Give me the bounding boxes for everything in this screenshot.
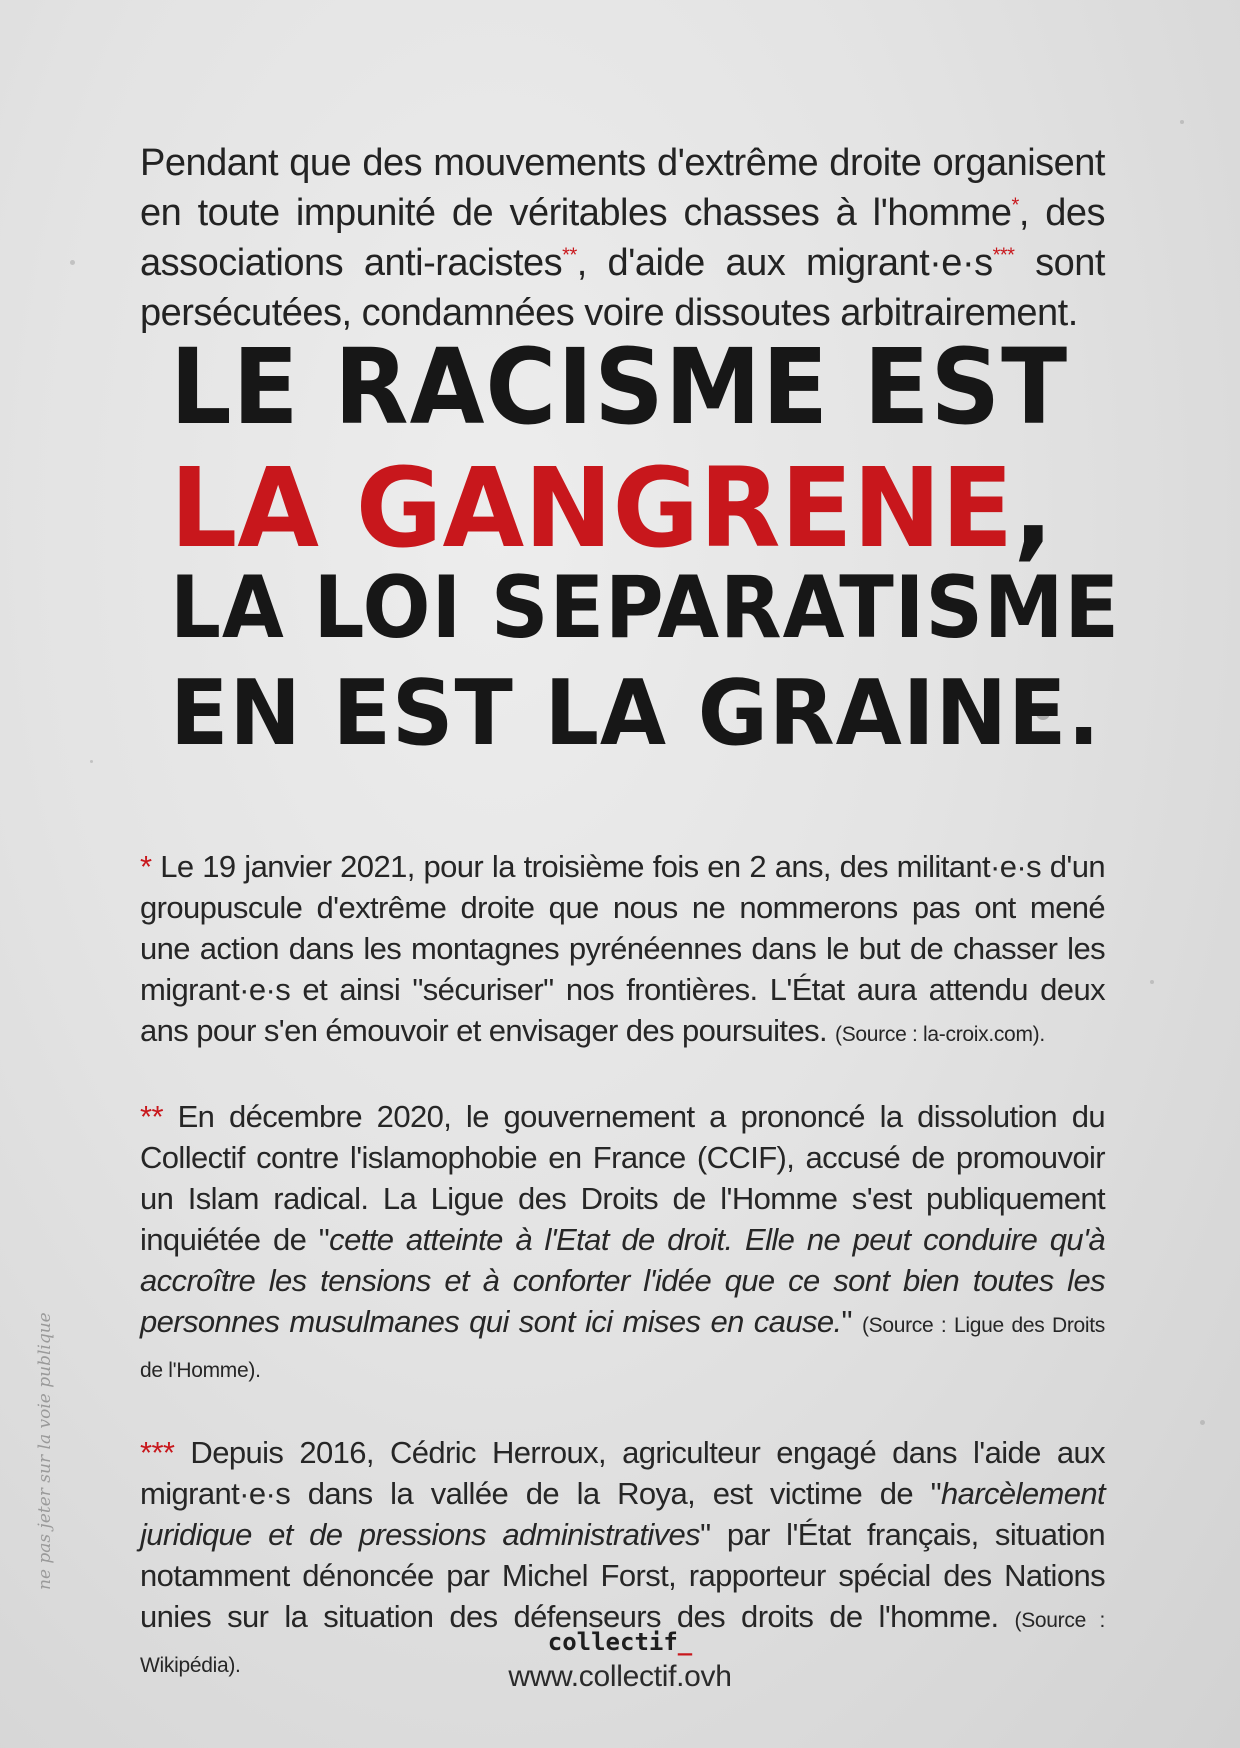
footnote-marker-1: * (1011, 194, 1019, 217)
footnote-marker-3: *** (992, 244, 1015, 267)
footnote-source: (Source : Ligue des Droits de l'Homme). (140, 1314, 1105, 1382)
footnote-2 (140, 1096, 1105, 1391)
headline-line-3: LA LOI SEPARATISME (170, 558, 1120, 658)
footnote-source: (Source : Wikipédia). (140, 1609, 1105, 1677)
intro-text: sont persécutées, condamnées voire dissoutes arbitrairement. (140, 242, 1105, 334)
paper-speck (90, 760, 93, 763)
paper-speck (1150, 980, 1154, 984)
footnote-quote: cette atteinte à l'Etat de droit. Elle ne peut conduire qu'à accroître les tensions et à conforter l'idée que ce sont bien toutes les personnes musulmanes qui sont ici mises en cause. (140, 1222, 1105, 1339)
brand-logo (0, 1628, 1240, 1656)
footnote-marker: ** (140, 1099, 163, 1134)
paper-speck (70, 260, 75, 265)
headline (170, 326, 1120, 769)
intro-text: , d'aide aux migrant·e·s (576, 242, 993, 284)
paper-speck (1200, 1420, 1205, 1425)
footnote-1 (140, 846, 1105, 1055)
headline-line-1: LE RACISME EST (170, 326, 1069, 448)
headline-line-2 (170, 444, 1054, 572)
footnote-quote: harcèlement juridique et de pressions administratives (140, 1476, 1105, 1552)
footnote-text: Depuis 2016, Cédric Herroux, agriculteur engagé dans l'aide aux migrant·e·s dans la vallée de la Roya, est victime de " (140, 1435, 1105, 1511)
paper-speck (1180, 120, 1184, 124)
footnote-text: Le 19 janvier 2021, pour la troisième fois en 2 ans, des militant·e·s d'un groupuscule d'extrême droite que nous ne nommerons pas ont mené une action dans les montagnes pyrénéennes dans le but de chasser les migrant·e·s et ainsi "sécuriser" nos frontières. L'État aura attendu deux ans pour s'en émouvoir et envisager des poursuites. (140, 849, 1105, 1048)
footnote-marker-2: ** (562, 244, 577, 267)
headline-line-4: EN EST LA GRAINE. (170, 661, 1101, 766)
intro-paragraph (140, 138, 1105, 338)
footnote-text: En décembre 2020, le gouvernement a prononcé la dissolution du Collectif contre l'islamophobie en France (CCIF), accusé de promouvoir un Islam radical. La Ligue des Droits de l'Homme s'est publiquement inquiétée de " (140, 1099, 1105, 1257)
footnote-marker: *** (140, 1435, 175, 1470)
headline-accent: LA GANGRENE (170, 444, 1014, 572)
brand-cursor: _ (677, 1628, 693, 1656)
footnote-text: " par l'État français, situation notamment dénoncée par Michel Forst, rapporteur spécial des Nations unies sur la situation des défenseurs des droits de l'homme. (140, 1517, 1105, 1634)
brand-name: collectif (547, 1628, 678, 1656)
footnotes (140, 846, 1105, 1727)
intro-text: , des associations anti-racistes (140, 192, 1105, 284)
footnote-marker: * (140, 849, 152, 884)
footnote-source: (Source : la-croix.com). (835, 1023, 1045, 1046)
intro-text: Pendant que des mouvements d'extrême droite organisent en toute impunité de véritables chasses à l'homme (140, 142, 1105, 234)
footnote-text: " (841, 1304, 862, 1339)
website-link[interactable]: www.collectif.ovh (508, 1660, 732, 1693)
headline-comma: , (1013, 444, 1054, 572)
footer (0, 1628, 1240, 1694)
side-note: ne pas jeter sur la voie publique (35, 1312, 55, 1590)
